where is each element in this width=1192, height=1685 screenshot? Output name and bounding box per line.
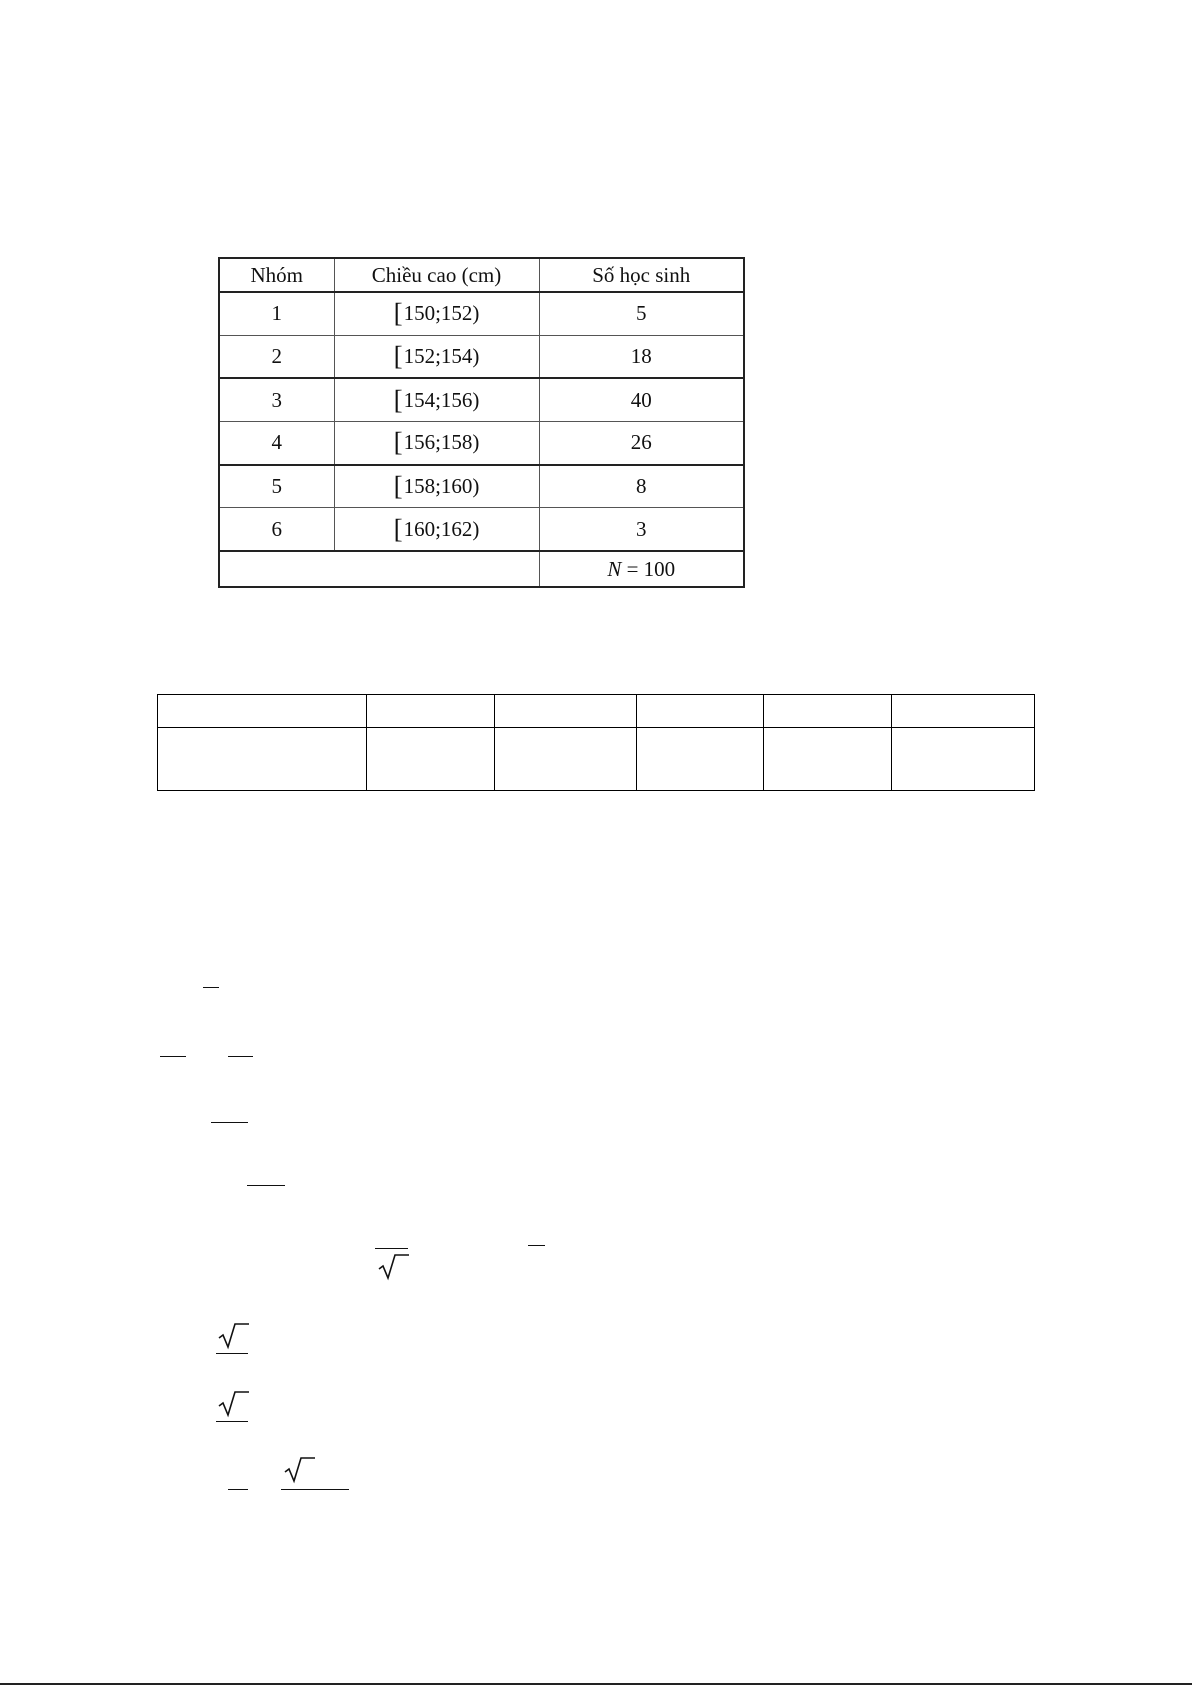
group-cell: 6 <box>219 508 334 551</box>
table-row <box>219 422 744 465</box>
sqrt-icon <box>378 1253 410 1281</box>
empty-cell <box>495 728 637 791</box>
group-cell: 1 <box>219 292 334 335</box>
sqrt-icon <box>284 1456 316 1484</box>
group-cell: 5 <box>219 465 334 508</box>
range-cell: [150;152) <box>334 292 539 335</box>
empty-cell <box>158 728 367 791</box>
fraction-bar <box>228 1489 248 1490</box>
header-height: Chiều cao (cm) <box>334 258 539 292</box>
overline-mark <box>528 1245 545 1246</box>
range-text: 158;160) <box>403 474 480 499</box>
empty-cell <box>892 695 1035 728</box>
group-cell: 2 <box>219 335 334 378</box>
table-row <box>219 465 744 508</box>
empty-cell <box>892 728 1035 791</box>
total-value: = 100 <box>621 556 676 581</box>
table-header-row <box>219 258 744 292</box>
fraction-bar <box>216 1353 248 1354</box>
sqrt-icon <box>218 1322 250 1350</box>
empty-cell <box>495 695 637 728</box>
empty-cell <box>637 695 764 728</box>
fraction-bar <box>228 1056 253 1057</box>
fraction-bar <box>375 1248 408 1249</box>
table-row <box>219 335 744 378</box>
range-cell: [152;154) <box>334 335 539 378</box>
table-row <box>219 508 744 551</box>
fraction-bar <box>281 1489 349 1490</box>
count-cell: 18 <box>539 335 744 378</box>
count-cell: 26 <box>539 422 744 465</box>
table-row <box>158 728 1035 791</box>
fraction-bar <box>247 1185 285 1186</box>
sqrt-icon <box>218 1390 250 1418</box>
empty-cell <box>367 728 495 791</box>
header-group: Nhóm <box>219 258 334 292</box>
range-text: 156;158) <box>403 430 480 455</box>
count-cell: 5 <box>539 292 744 335</box>
group-cell: 4 <box>219 422 334 465</box>
range-cell: [158;160) <box>334 465 539 508</box>
empty-cell <box>637 728 764 791</box>
table-row <box>158 695 1035 728</box>
range-cell: [156;158) <box>334 422 539 465</box>
range-text: 150;152) <box>403 301 480 326</box>
total-empty-cell <box>219 551 539 587</box>
range-text: 160;162) <box>403 516 480 541</box>
empty-cell <box>158 695 367 728</box>
overline-mark <box>203 987 219 988</box>
empty-cell <box>367 695 495 728</box>
range-text: 152;154) <box>403 344 480 368</box>
range-text: 154;156) <box>403 387 480 412</box>
empty-answer-table <box>157 694 1035 791</box>
table-row <box>219 378 744 421</box>
table-row <box>219 292 744 335</box>
fraction-bar <box>216 1421 248 1422</box>
count-cell: 8 <box>539 465 744 508</box>
count-cell: 3 <box>539 508 744 551</box>
fraction-bar <box>211 1122 248 1123</box>
range-cell: [154;156) <box>334 378 539 421</box>
header-count: Số học sinh <box>539 258 744 292</box>
count-cell: 40 <box>539 378 744 421</box>
table-total-row <box>219 551 744 587</box>
group-cell: 3 <box>219 378 334 421</box>
empty-cell <box>764 695 892 728</box>
total-cell <box>539 551 744 587</box>
fraction-bar <box>160 1056 186 1057</box>
frequency-table <box>218 257 745 588</box>
range-cell: [160;162) <box>334 508 539 551</box>
empty-cell <box>764 728 892 791</box>
total-symbol: N <box>607 556 622 581</box>
